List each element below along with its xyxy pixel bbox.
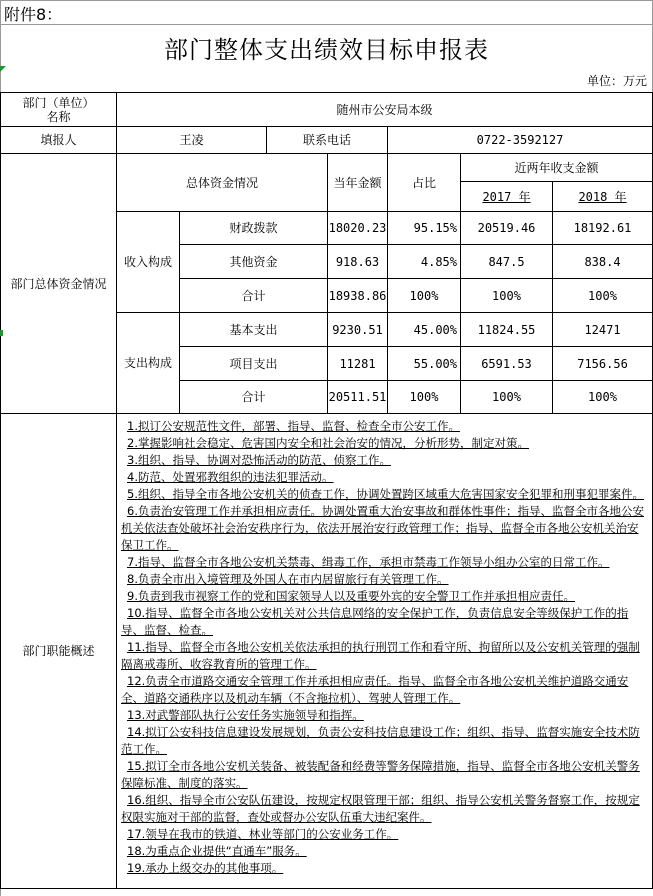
expense-total-2017[interactable]: 100%	[461, 381, 553, 414]
expense-label: 支出构成	[117, 313, 180, 414]
dept-value[interactable]: 随州市公安局本级	[117, 93, 653, 127]
duty-item: 6.负责治安管理工作并承担相应责任。协调处置重大治安事故和群体性事件；指导、监督全市各地公安机关依法查处破坏社会治安秩序行为，依法开展治安行政管理工作；指导、监督全市各地公安机关治安保卫工作。	[121, 504, 644, 552]
duty-item: 19.承办上级交办的其他事项。	[127, 861, 284, 875]
duty-item: 15.拟订全市各地公安机关装备、被装配备和经费等警务保障措施，指导、监督全市各地公安机关警务保障标准、制度的落实。	[121, 759, 640, 790]
duty-item: 10.指导、监督全市各地公安机关对公共信息网络的安全保护工作，负责信息安全等级保护工作的指导、监督、检查。	[121, 606, 629, 637]
duty-item: 3.组织、指导、协调对恐怖活动的防范、侦察工作。	[127, 453, 391, 467]
recent-years-header: 近两年收支金额	[461, 154, 653, 182]
expense-current[interactable]: 9230.51	[328, 313, 388, 347]
income-2017[interactable]: 847.5	[461, 245, 553, 279]
cell-comment-marker	[0, 66, 6, 72]
duty-item: 8.负责全市出入境管理及外国人在市内居留旅行有关管理工作。	[127, 572, 449, 586]
income-total-2018[interactable]: 100%	[553, 279, 653, 313]
expense-2018[interactable]: 12471	[553, 313, 653, 347]
unit-label: 单位：万元	[586, 74, 647, 88]
ratio-header: 占比	[388, 154, 461, 212]
duty-item: 7.指导、监督全市各地公安机关禁毒、缉毒工作，承担市禁毒工作领导小组办公室的日常工作。	[127, 555, 610, 569]
expense-ratio[interactable]: 55.00%	[388, 347, 461, 381]
income-total-name: 合计	[180, 279, 328, 313]
duty-item: 1.拟订公安规范性文件，部署、指导、监督、检查全市公安工作。	[127, 419, 460, 433]
expense-total-current[interactable]: 20511.51	[328, 381, 388, 414]
attachment-label: 附件8：	[4, 5, 63, 24]
duty-item: 12.负责全市道路交通安全管理工作并承担相应责任。指导、监督全市各地公安机关维护道路交通安全、道路交通秩序以及机动车辆（不含拖拉机）、驾驶人管理工作。	[121, 674, 629, 705]
funds-header-row	[1, 154, 653, 182]
duty-item: 18.为重点企业提供“直通车”服务。	[127, 844, 307, 858]
year-2018-header: 2018 年	[553, 182, 653, 212]
expense-2017[interactable]: 6591.53	[461, 347, 553, 381]
duties-content[interactable]	[117, 414, 653, 889]
duty-item: 14.拟订公安科技信息建设发展规划，负责公安科技信息建设工作；组织、指导、监督实施安全技术防范工作。	[121, 725, 640, 756]
income-ratio[interactable]: 95.15%	[388, 212, 461, 245]
duties-list	[119, 418, 650, 877]
dept-row	[1, 93, 653, 127]
income-2018[interactable]: 18192.61	[553, 212, 653, 245]
filler-value[interactable]: 王凌	[117, 127, 267, 154]
income-2018[interactable]: 838.4	[553, 245, 653, 279]
income-total-ratio[interactable]: 100%	[388, 279, 461, 313]
expense-total-ratio[interactable]: 100%	[388, 381, 461, 414]
year-2017-header: 2017 年	[461, 182, 553, 212]
income-name: 财政拨款	[180, 212, 328, 245]
income-total-current[interactable]: 18938.86	[328, 279, 388, 313]
sheet-row-line	[0, 24, 652, 25]
page-title: 部门整体支出绩效目标申报表	[164, 36, 489, 64]
expense-name: 项目支出	[180, 347, 328, 381]
expense-total-name: 合计	[180, 381, 328, 414]
income-current[interactable]: 918.63	[328, 245, 388, 279]
duties-row	[1, 414, 653, 889]
income-label: 收入构成	[117, 212, 180, 313]
expense-2018[interactable]: 7156.56	[553, 347, 653, 381]
expense-total-2018[interactable]: 100%	[553, 381, 653, 414]
duty-item: 4.防范、处置邪教组织的违法犯罪活动。	[127, 470, 334, 484]
cell-comment-marker	[0, 330, 3, 336]
duty-item: 17.领导在我市的铁道、林业等部门的公安业务工作。	[127, 827, 399, 841]
income-2017[interactable]: 20519.46	[461, 212, 553, 245]
form-table	[0, 92, 653, 889]
phone-label: 联系电话	[267, 127, 388, 154]
duties-label: 部门职能概述	[1, 414, 117, 889]
duty-item: 5.组织、指导全市各地公安机关的侦查工作，协调处置跨区域重大危害国家安全犯罪和刑事犯罪案件。	[127, 487, 644, 501]
duty-item: 2.掌握影响社会稳定、危害国内安全和社会治安的情况，分析形势，制定对策。	[127, 436, 529, 450]
sheet-border-top	[0, 0, 652, 1]
income-name: 其他资金	[180, 245, 328, 279]
current-amount-header: 当年金额	[328, 154, 388, 212]
income-total-2017[interactable]: 100%	[461, 279, 553, 313]
expense-2017[interactable]: 11824.55	[461, 313, 553, 347]
dept-label: 部门（单位）名称	[1, 93, 117, 127]
overall-funds-header: 总体资金情况	[117, 154, 328, 212]
duty-item: 16.组织、指导全市公安队伍建设，按规定权限管理干部；组织、指导公安机关警务督察工作，按规定权限实施对干部的监督，查处或督办公安队伍重大违纪案件。	[121, 793, 640, 824]
funds-section-label: 部门总体资金情况	[1, 154, 117, 414]
duty-item: 11.指导、监督全市各地公安机关依法承担的执行刑罚工作和看守所、拘留所以及公安机关管理的强制隔离戒毒所、收容教育所的管理工作。	[121, 640, 640, 671]
filler-label: 填报人	[1, 127, 117, 154]
expense-current[interactable]: 11281	[328, 347, 388, 381]
expense-name: 基本支出	[180, 313, 328, 347]
expense-ratio[interactable]: 45.00%	[388, 313, 461, 347]
duty-item: 9.负责到我市视察工作的党和国家领导人以及重要外宾的安全警卫工作并承担相应责任。	[127, 589, 575, 603]
duty-item: 13.对武警部队执行公安任务实施领导和指挥。	[127, 708, 364, 722]
income-current[interactable]: 18020.23	[328, 212, 388, 245]
income-ratio[interactable]: 4.85%	[388, 245, 461, 279]
filler-row	[1, 127, 653, 154]
phone-value[interactable]: 0722-3592127	[388, 127, 653, 154]
